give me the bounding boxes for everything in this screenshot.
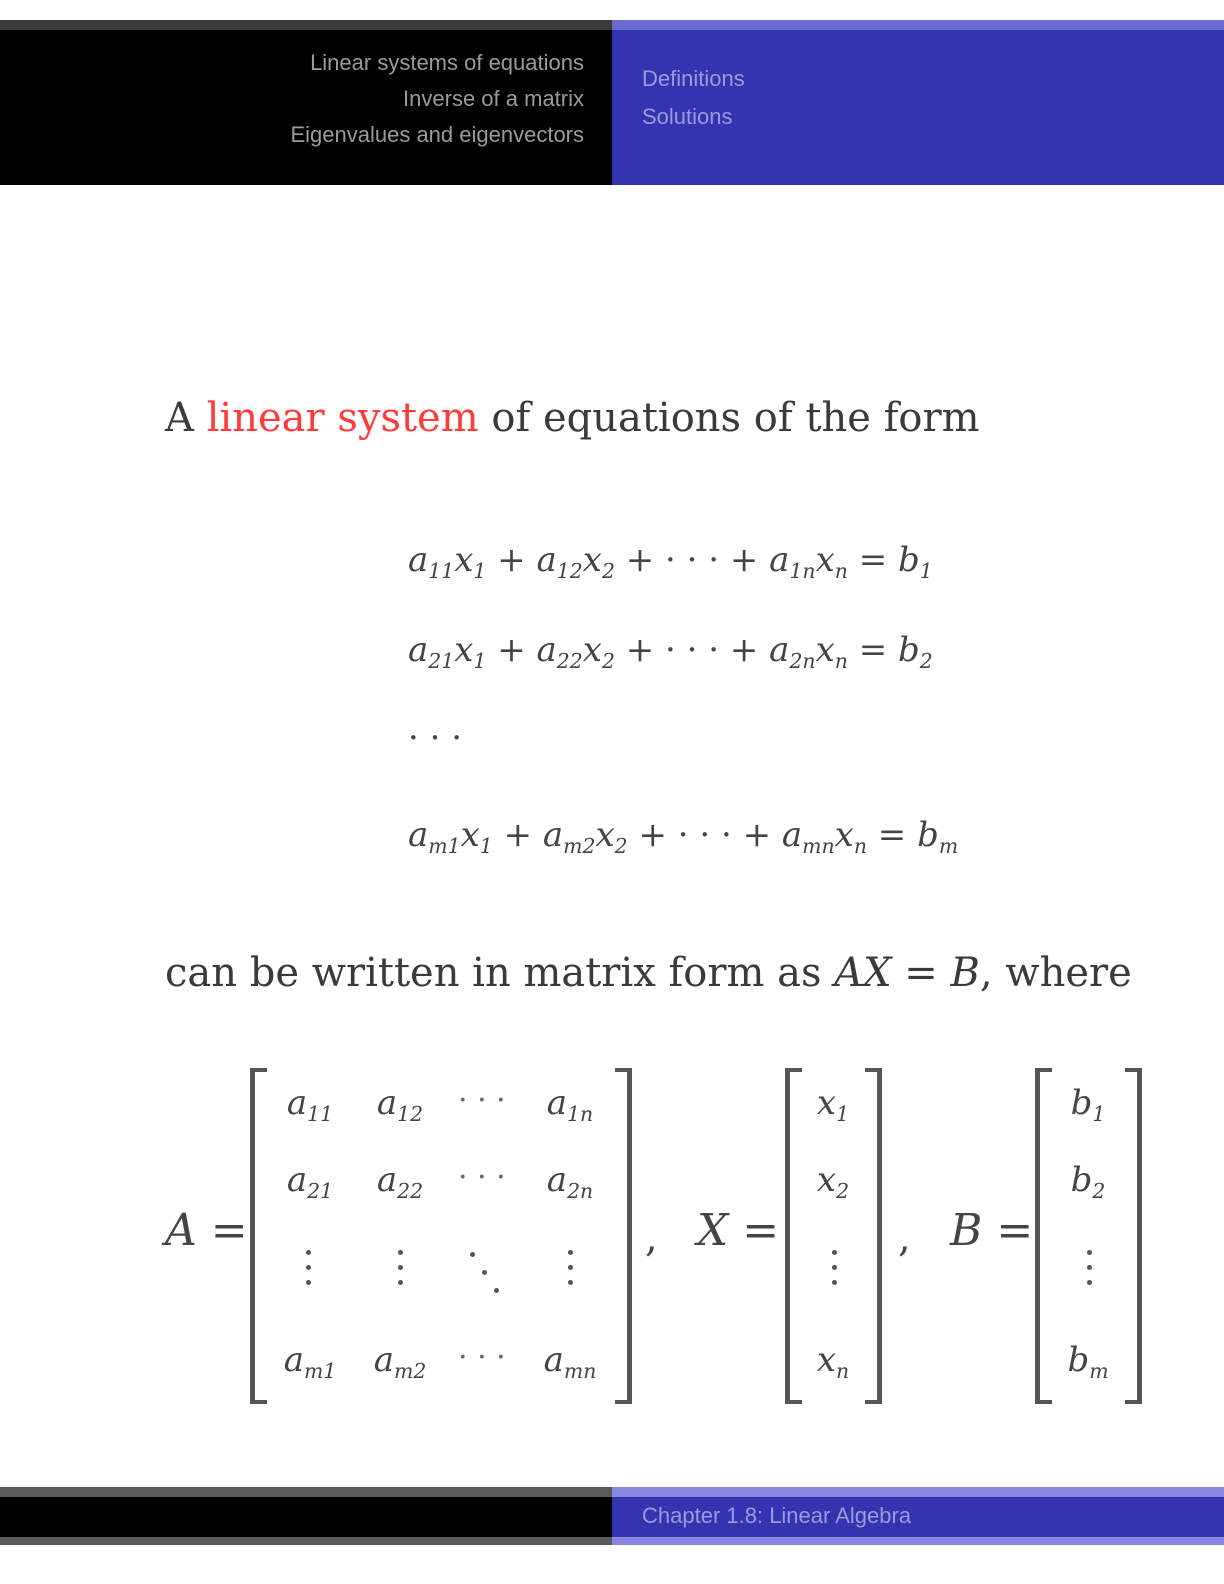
footer-title: Chapter 1.8: Linear Algebra [642, 1503, 912, 1528]
matrix-b-vdots [1087, 1250, 1093, 1295]
matrix-equation: AX = B [834, 950, 980, 996]
section-link-eigen[interactable]: Eigenvalues and eigenvectors [290, 122, 584, 147]
equation-row-2: $a_{21}x_1 + a_{22}x_2$ + · · · + $a_{2n}x_n = b_2$ [408, 630, 933, 674]
matrix-a-cell: $a_{mn}$ [543, 1340, 597, 1384]
matrix-x-cell: $x_n$ [816, 1340, 850, 1384]
section-navigation [0, 30, 612, 185]
subsection-link-solutions[interactable]: Solutions [642, 104, 733, 129]
matrix-a-hdots: · · · [458, 1340, 506, 1375]
matrix-a-hdots: · · · [458, 1160, 506, 1195]
equation-row-m: $a_{m1}x_1 + a_{m2}x_2$ + · · · + $a_{mn}x_n = b_m$ [408, 815, 959, 859]
equation-row-1: $a_{11}x_1 + a_{12}x_2$ + · · · + $a_{1n}x_n = b_1$ [408, 540, 933, 584]
section-link-inverse[interactable]: Inverse of a matrix [403, 86, 584, 111]
matrix-b-cell: $b_1$ [1070, 1083, 1106, 1127]
footer-bottom-strip [0, 1537, 1224, 1545]
matrix-a-vdots [306, 1250, 312, 1295]
header-top-strip [0, 20, 1224, 30]
footer-top-strip [0, 1487, 1224, 1497]
matrix-b-cell: $b_m$ [1067, 1340, 1109, 1384]
equation-ellipsis: · · · [408, 718, 463, 758]
separator-comma: , [645, 1215, 658, 1261]
matrix-a-vdots [568, 1250, 574, 1295]
section-link-linear-systems[interactable]: Linear systems of equations [310, 50, 584, 75]
matrix-a-cell: $a_{21}$ [286, 1160, 334, 1204]
subsection-navigation [612, 30, 1224, 185]
separator-comma: , [898, 1215, 911, 1261]
slide-footer [0, 1497, 1224, 1537]
matrix-a-cell: $a_{1n}$ [546, 1083, 594, 1127]
matrix-form-sentence: can be written in matrix form as AX = B, where [165, 950, 1132, 996]
matrix-a-hdots: · · · [458, 1083, 506, 1118]
intro-sentence: A linear system of equations of the form [165, 395, 980, 441]
matrix-a-cell: $a_{22}$ [376, 1160, 424, 1204]
matrix-x-cell: $x_1$ [816, 1083, 850, 1127]
matrix-a-cell: $a_{m1}$ [283, 1340, 337, 1384]
slide-header [0, 30, 1224, 185]
matrix-a-label: A = [165, 1205, 248, 1256]
matrix-a-right-bracket [615, 1068, 632, 1404]
matrix-a-cell: $a_{11}$ [286, 1083, 334, 1127]
matrix-b-cell: $b_2$ [1070, 1160, 1106, 1204]
matrix-a-cell: $a_{m2}$ [373, 1340, 427, 1384]
matrix-x-label: X = [697, 1205, 780, 1256]
matrix-b-label: B = [950, 1205, 1034, 1256]
matrix-x-vdots [832, 1250, 838, 1295]
highlighted-term: linear system [206, 395, 479, 441]
matrix-a-cell: $a_{2n}$ [546, 1160, 594, 1204]
matrix-a-vdots [398, 1250, 404, 1295]
matrix-a-cell: $a_{12}$ [376, 1083, 424, 1127]
subsection-link-definitions[interactable]: Definitions [642, 66, 745, 91]
matrix-a-ddots [470, 1252, 500, 1302]
matrix-x-cell: $x_2$ [816, 1160, 850, 1204]
